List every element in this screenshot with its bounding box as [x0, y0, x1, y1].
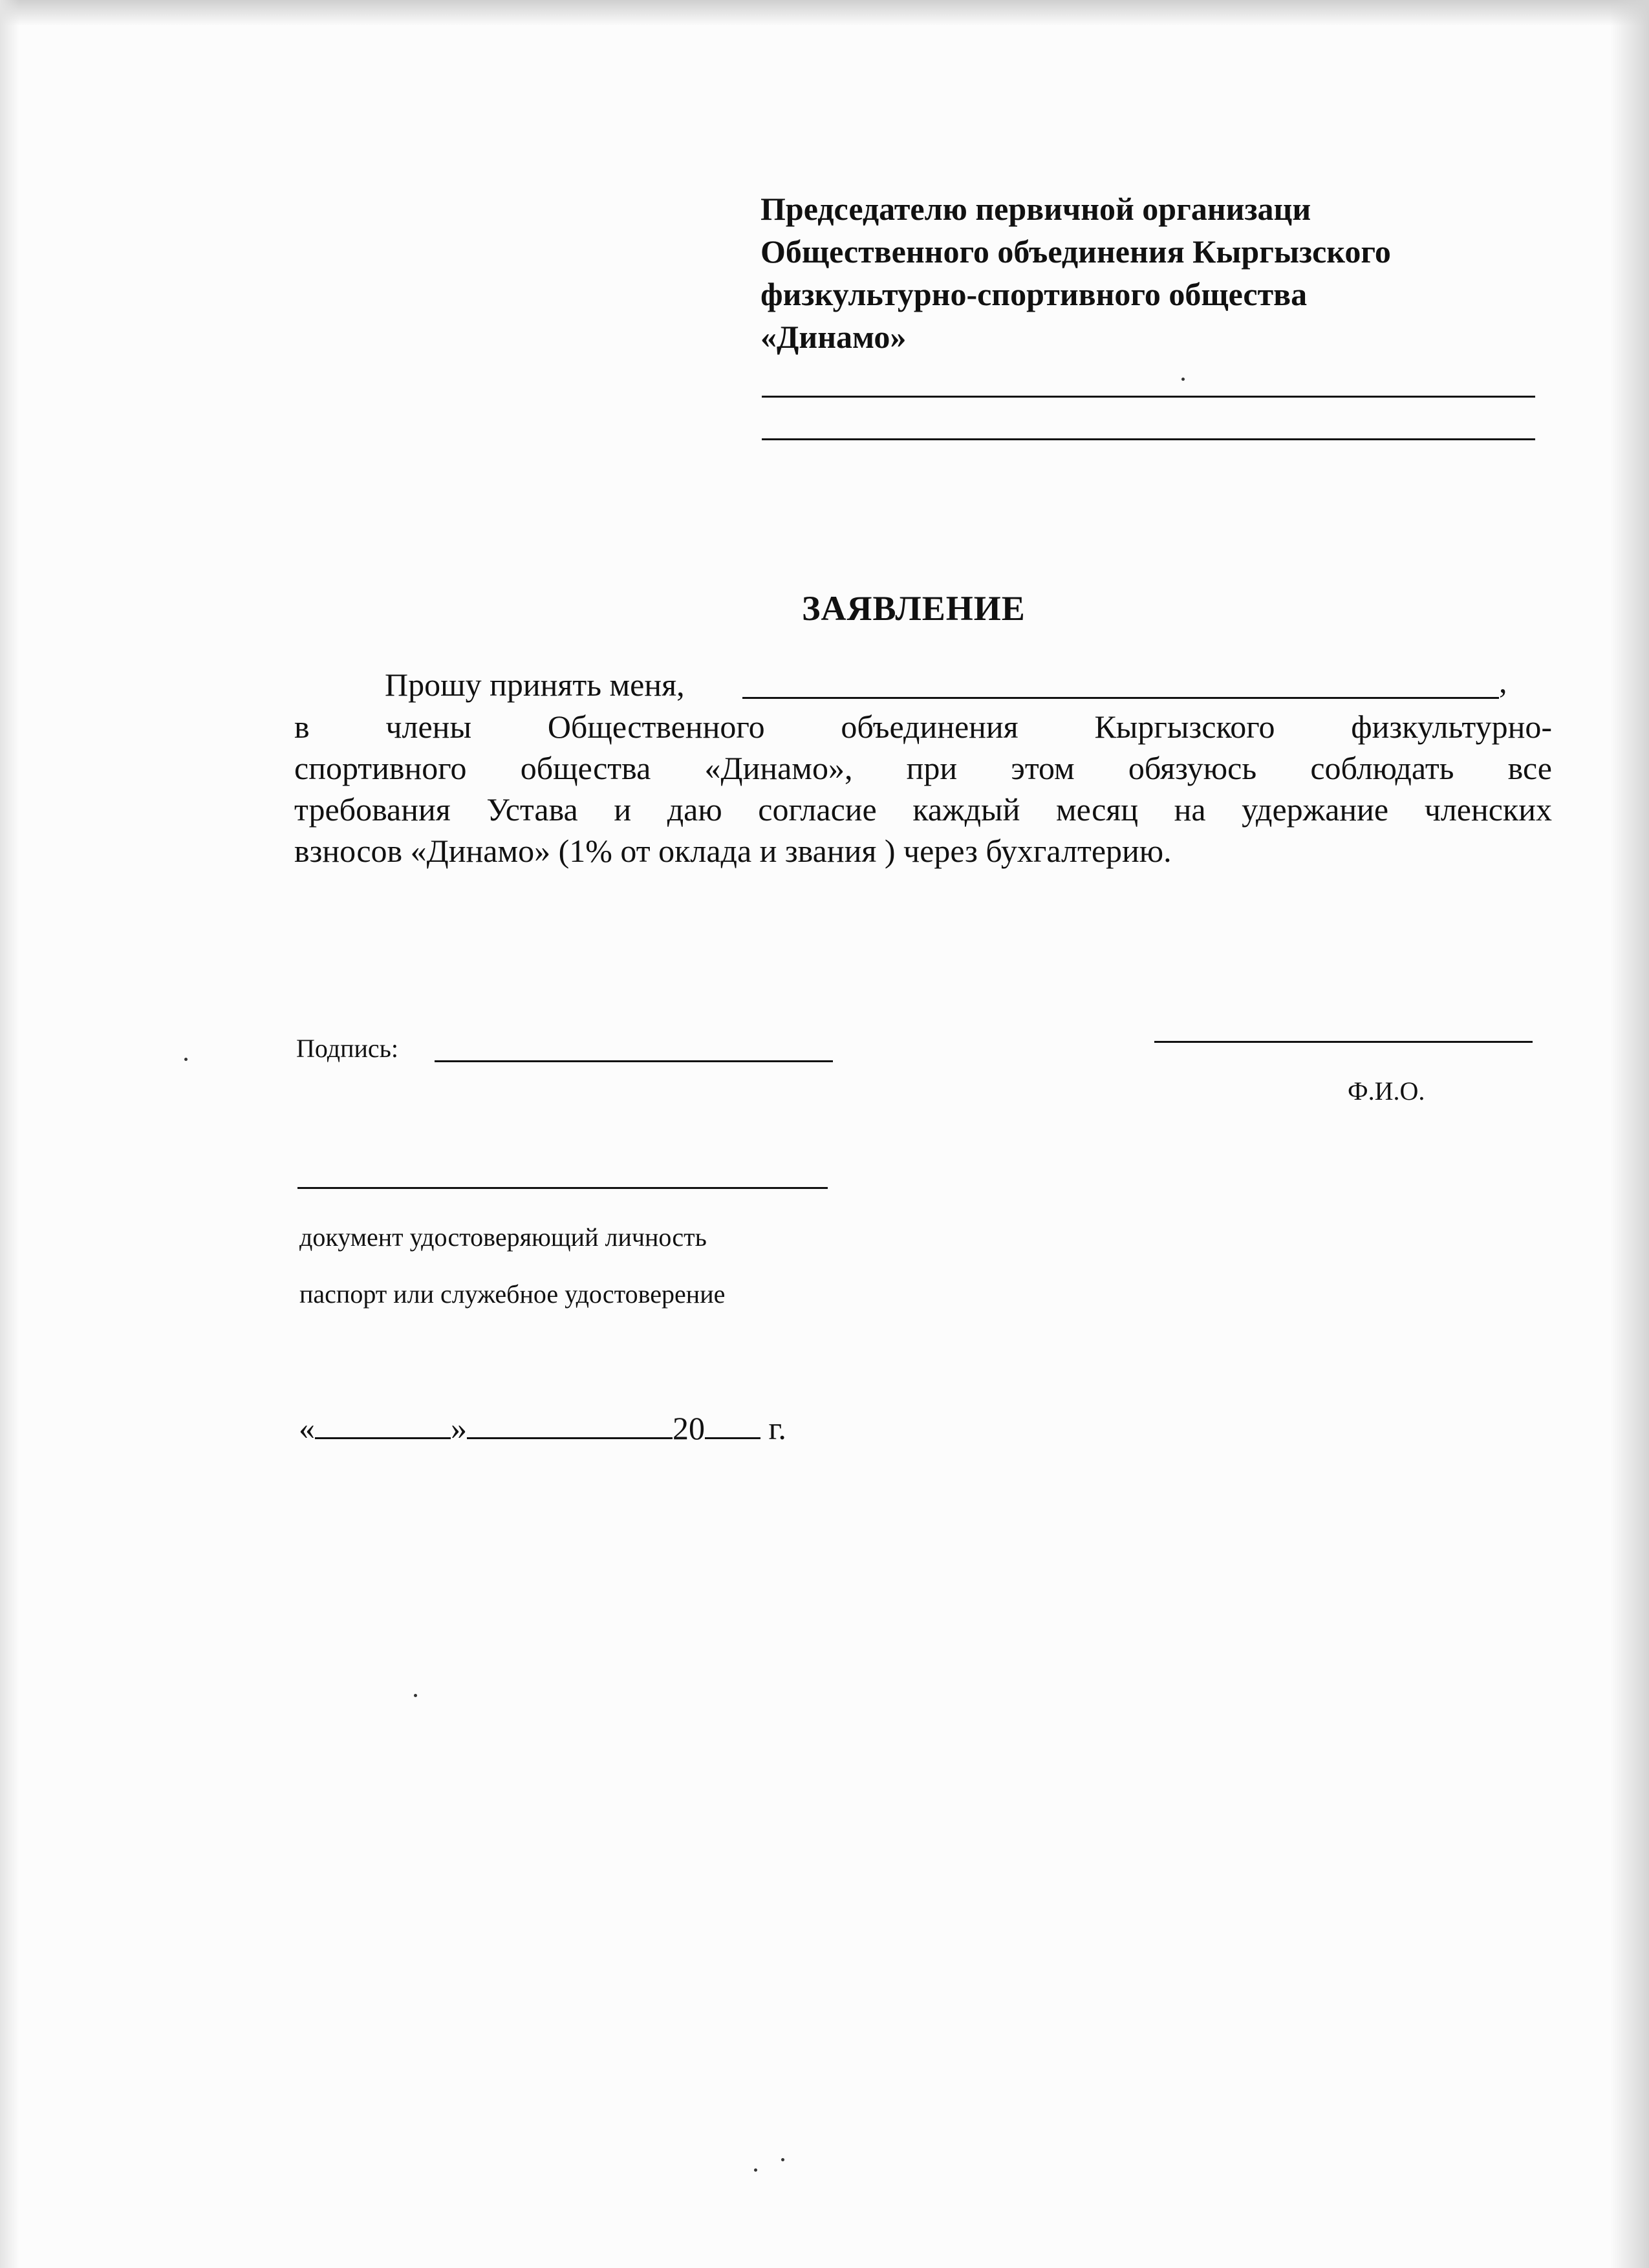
- addressee-line-1: Председателю первичной организаци: [760, 191, 1311, 227]
- identity-label-2: паспорт или служебное удостоверение: [299, 1279, 726, 1309]
- fio-blank[interactable]: [1154, 1041, 1533, 1043]
- signature-blank[interactable]: [435, 1060, 833, 1062]
- request-body-line-1: в члены Общественного объединения Кыргызского физкультурно-: [294, 709, 1552, 745]
- request-body-line-4: взносов «Динамо» (1% от оклада и звания ) через бухгалтерию.: [294, 833, 1172, 869]
- date-close-quote: »: [451, 1410, 467, 1446]
- scan-speck: [781, 2158, 784, 2161]
- request-body: [294, 706, 1552, 872]
- identity-label-1: документ удостоверяющий личность: [299, 1223, 707, 1252]
- addressee-line-2: Общественного объединения Кыргызского: [760, 233, 1391, 270]
- scan-speck: [1181, 378, 1185, 381]
- request-lead-text: Прошу принять меня,: [385, 667, 685, 703]
- addressee-line-4: «Динамо»: [760, 319, 907, 355]
- date-year-prefix: 20: [673, 1410, 705, 1446]
- scan-shadow-top: [0, 0, 1649, 26]
- date-field: [299, 1409, 786, 1447]
- addressee-block: [760, 187, 1536, 358]
- applicant-name-blank[interactable]: [742, 697, 1499, 699]
- signature-label: Подпись:: [296, 1034, 399, 1063]
- scan-shadow-left: [0, 0, 19, 2268]
- identity-document-blank[interactable]: [297, 1187, 828, 1189]
- scan-speck: [184, 1058, 188, 1061]
- request-lead: [385, 666, 685, 703]
- document-title: ЗАЯВЛЕНИЕ: [802, 589, 1026, 628]
- addressee-name-blank-2[interactable]: [762, 438, 1535, 440]
- date-month-blank[interactable]: [467, 1411, 673, 1439]
- scan-shadow-right: [1610, 0, 1649, 2268]
- date-year-blank[interactable]: [705, 1411, 760, 1439]
- request-body-line-3: требования Устава и даю согласие каждый месяц на удержание членских: [294, 791, 1552, 828]
- scan-speck: [414, 1694, 417, 1697]
- request-comma: ,: [1499, 663, 1507, 700]
- date-year-suffix: г.: [768, 1410, 786, 1446]
- addressee-name-blank-1[interactable]: [762, 396, 1535, 398]
- fio-label: Ф.И.О.: [1348, 1076, 1425, 1106]
- scan-speck: [754, 2168, 757, 2172]
- request-body-line-2: спортивного общества «Динамо», при этом обязуюсь соблюдать все: [294, 750, 1552, 786]
- date-open-quote: «: [299, 1410, 315, 1446]
- date-day-blank[interactable]: [315, 1411, 451, 1439]
- addressee-line-3: физкультурно-спортивного общества: [760, 276, 1308, 312]
